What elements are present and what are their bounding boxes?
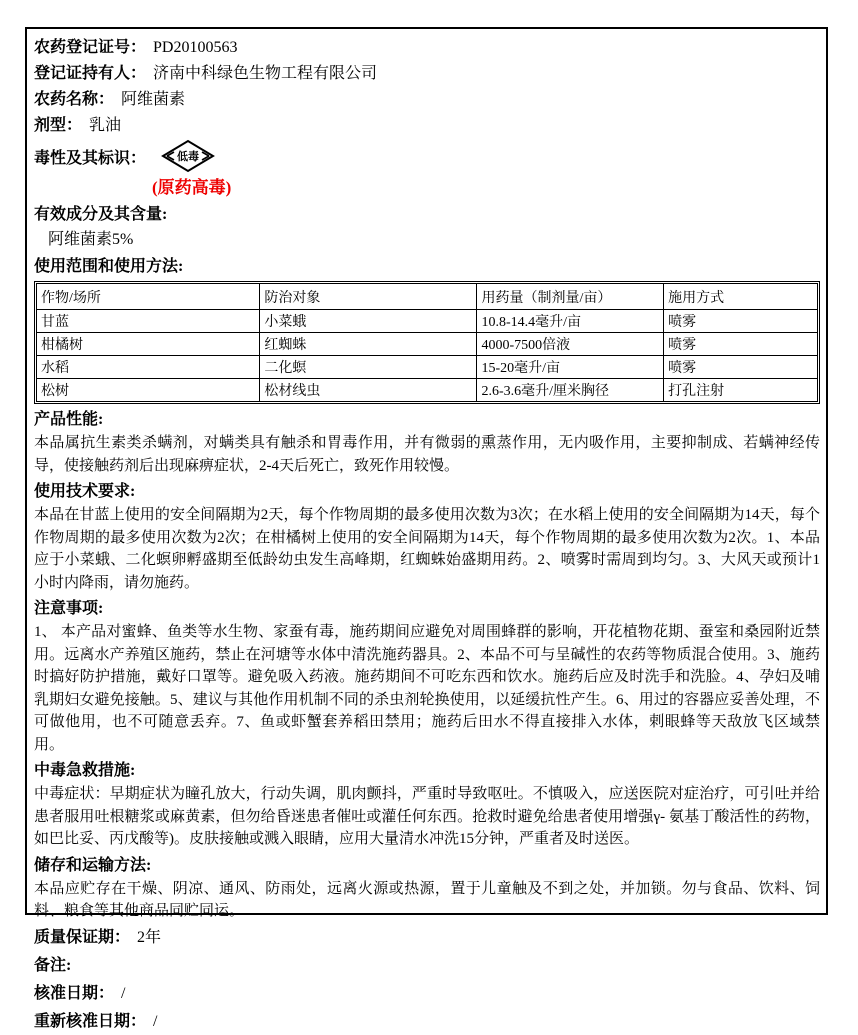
field-label: 剂型：	[34, 117, 83, 134]
cell-method: 喷雾	[664, 333, 818, 356]
usage-table-border	[34, 281, 820, 404]
col-header-target: 防治对象	[260, 284, 477, 310]
section-body: 本品在甘蓝上使用的安全间隔期为2天，每个作物周期的最多使用次数为3次；在水稻上使用的安全间隔期为14天，每个作物周期的最多使用次数为2次；在柑橘树上使用的安全间隔期为14天，每个作物周期的最多使用次数为2次。1、本品应于小菜蛾、二化螟卵孵盛期至低龄幼虫发生高峰期，红蜘蛛始盛期用药。2、喷雾时需周到均匀。3、大风天或预计1小时内降雨，请勿施药。	[34, 507, 820, 591]
cell-target: 红蜘蛛	[260, 333, 477, 356]
section-body: 1、 本产品对蜜蜂、鱼类等水生物、家蚕有毒，施药期间应避免对周围蜂群的影响，开花植物花期、蚕室和桑园附近禁用。远离水产养殖区施药，禁止在河塘等水体中清洗施药器具。2、本品不可与呈碱性的农药等物质混合使用。3、施药时搞好防护措施，戴好口罩等。避免吸入药液。施药期间不可吃东西和饮水。施药后应及时洗手和洗脸。4、孕妇及哺乳期妇女避免接触。5、建议与其他作用机制不同的杀虫剂轮换使用，以延缓抗性产生。6、用过的容器应妥善处理，不可做他用，也不可随意丢弃。7、鱼或虾蟹套养稻田禁用；施药后田水不得直接排入水体，剌眼蜂等天敌放飞区域禁用。	[34, 624, 820, 753]
toxicity-badge-text: 低毒	[177, 151, 200, 163]
col-header-method: 施用方式	[664, 284, 818, 310]
cell-target: 小菜蛾	[260, 310, 477, 333]
section-title: 产品性能:	[34, 411, 104, 428]
field-reapproval-date	[34, 1008, 820, 1035]
cell-method: 打孔注射	[664, 379, 818, 402]
field-label: 质量保证期：	[34, 928, 131, 946]
cell-crop: 甘蓝	[37, 310, 260, 333]
field-registration-number	[34, 35, 820, 61]
field-value: 乳油	[89, 117, 122, 134]
cell-dosage: 10.8-14.4毫升/亩	[477, 310, 664, 333]
section-first-aid	[34, 758, 820, 851]
field-value: 阿维菌素	[121, 91, 186, 108]
section-product-performance	[34, 407, 820, 477]
field-value: /	[153, 1012, 158, 1030]
cell-crop: 柑橘树	[37, 333, 260, 356]
table-row	[37, 310, 818, 333]
section-precautions	[34, 596, 820, 756]
cell-target: 二化螟	[260, 356, 477, 379]
section-title: 中毒急救措施:	[34, 762, 136, 779]
field-value: /	[121, 984, 126, 1002]
field-label: 重新核准日期：	[34, 1012, 147, 1030]
cell-target: 松材线虫	[260, 379, 477, 402]
field-formulation	[34, 113, 820, 139]
field-approval-date	[34, 980, 820, 1007]
cell-dosage: 4000-7500倍液	[477, 333, 664, 356]
ingredient-heading: 有效成分及其含量:	[34, 206, 168, 223]
cell-crop: 松树	[37, 379, 260, 402]
field-certificate-holder	[34, 61, 820, 87]
ingredient-value: 阿维菌素5%	[48, 231, 134, 248]
field-label: 毒性及其标识：	[34, 149, 147, 167]
field-label: 登记证持有人：	[34, 65, 147, 82]
section-technical-requirements	[34, 479, 820, 594]
field-label: 农药名称：	[34, 91, 115, 108]
section-body: 本品应贮存在干燥、阴凉、通风、防雨处，远离火源或热源，置于儿童触及不到之处，并加锁。勿与食品、饮料、饲料、粮食等其他商品同贮同运。	[34, 880, 820, 919]
technical-material-toxicity-note: (原药高毒)	[152, 178, 232, 197]
col-header-dosage: 用药量（制剂量/亩）	[477, 284, 664, 310]
cell-method: 喷雾	[664, 310, 818, 333]
usage-table	[36, 283, 818, 402]
low-toxicity-diamond-icon	[160, 139, 216, 173]
field-value: 济南中科绿色生物工程有限公司	[153, 65, 378, 82]
cell-dosage: 2.6-3.6毫升/厘米胸径	[477, 379, 664, 402]
field-toxicity	[34, 139, 820, 173]
field-label: 备注:	[34, 956, 72, 974]
field-value: PD20100563	[153, 39, 238, 56]
table-row	[37, 379, 818, 402]
table-row	[37, 356, 818, 379]
field-label: 农药登记证号：	[34, 39, 147, 56]
field-pesticide-name	[34, 87, 820, 113]
field-value: 2年	[137, 928, 162, 946]
field-label: 核准日期：	[34, 984, 115, 1002]
field-shelf-life	[34, 924, 820, 951]
table-row	[37, 333, 818, 356]
cell-dosage: 15-20毫升/亩	[477, 356, 664, 379]
section-title: 储存和运输方法:	[34, 856, 152, 874]
field-remarks	[34, 952, 820, 979]
cell-method: 喷雾	[664, 356, 818, 379]
table-header-row	[37, 284, 818, 310]
pesticide-registration-document	[25, 27, 828, 1030]
section-title: 注意事项:	[34, 600, 104, 617]
section-storage-transport	[34, 853, 820, 923]
usage-heading: 使用范围和使用方法:	[34, 258, 184, 275]
cell-crop: 水稻	[37, 356, 260, 379]
section-title: 使用技术要求:	[34, 483, 136, 500]
section-body: 本品属抗生素类杀螨剂，对螨类具有触杀和胃毒作用，并有微弱的熏蒸作用，无内吸作用，主要抑制成、若螨神经传导，使接触药剂后出现麻痹症状，2-4天后死亡，致死作用较慢。	[34, 435, 820, 474]
col-header-crop: 作物/场所	[37, 284, 260, 310]
section-body: 中毒症状：早期症状为瞳孔放大，行动失调，肌肉颤抖，严重时导致呕吐。不慎吸入，应送医院对症治疗，可引吐并给患者服用吐根糖浆或麻黄素，但勿给昏迷患者催吐或灌任何东西。抢救时避免给患者使用增强γ- 氨基丁酸活性的药物，如巴比妥、丙戊酸等)。皮肤接触或溅入眼睛，应用大量清水冲洗15分钟，严重者及时送医。	[34, 786, 820, 847]
